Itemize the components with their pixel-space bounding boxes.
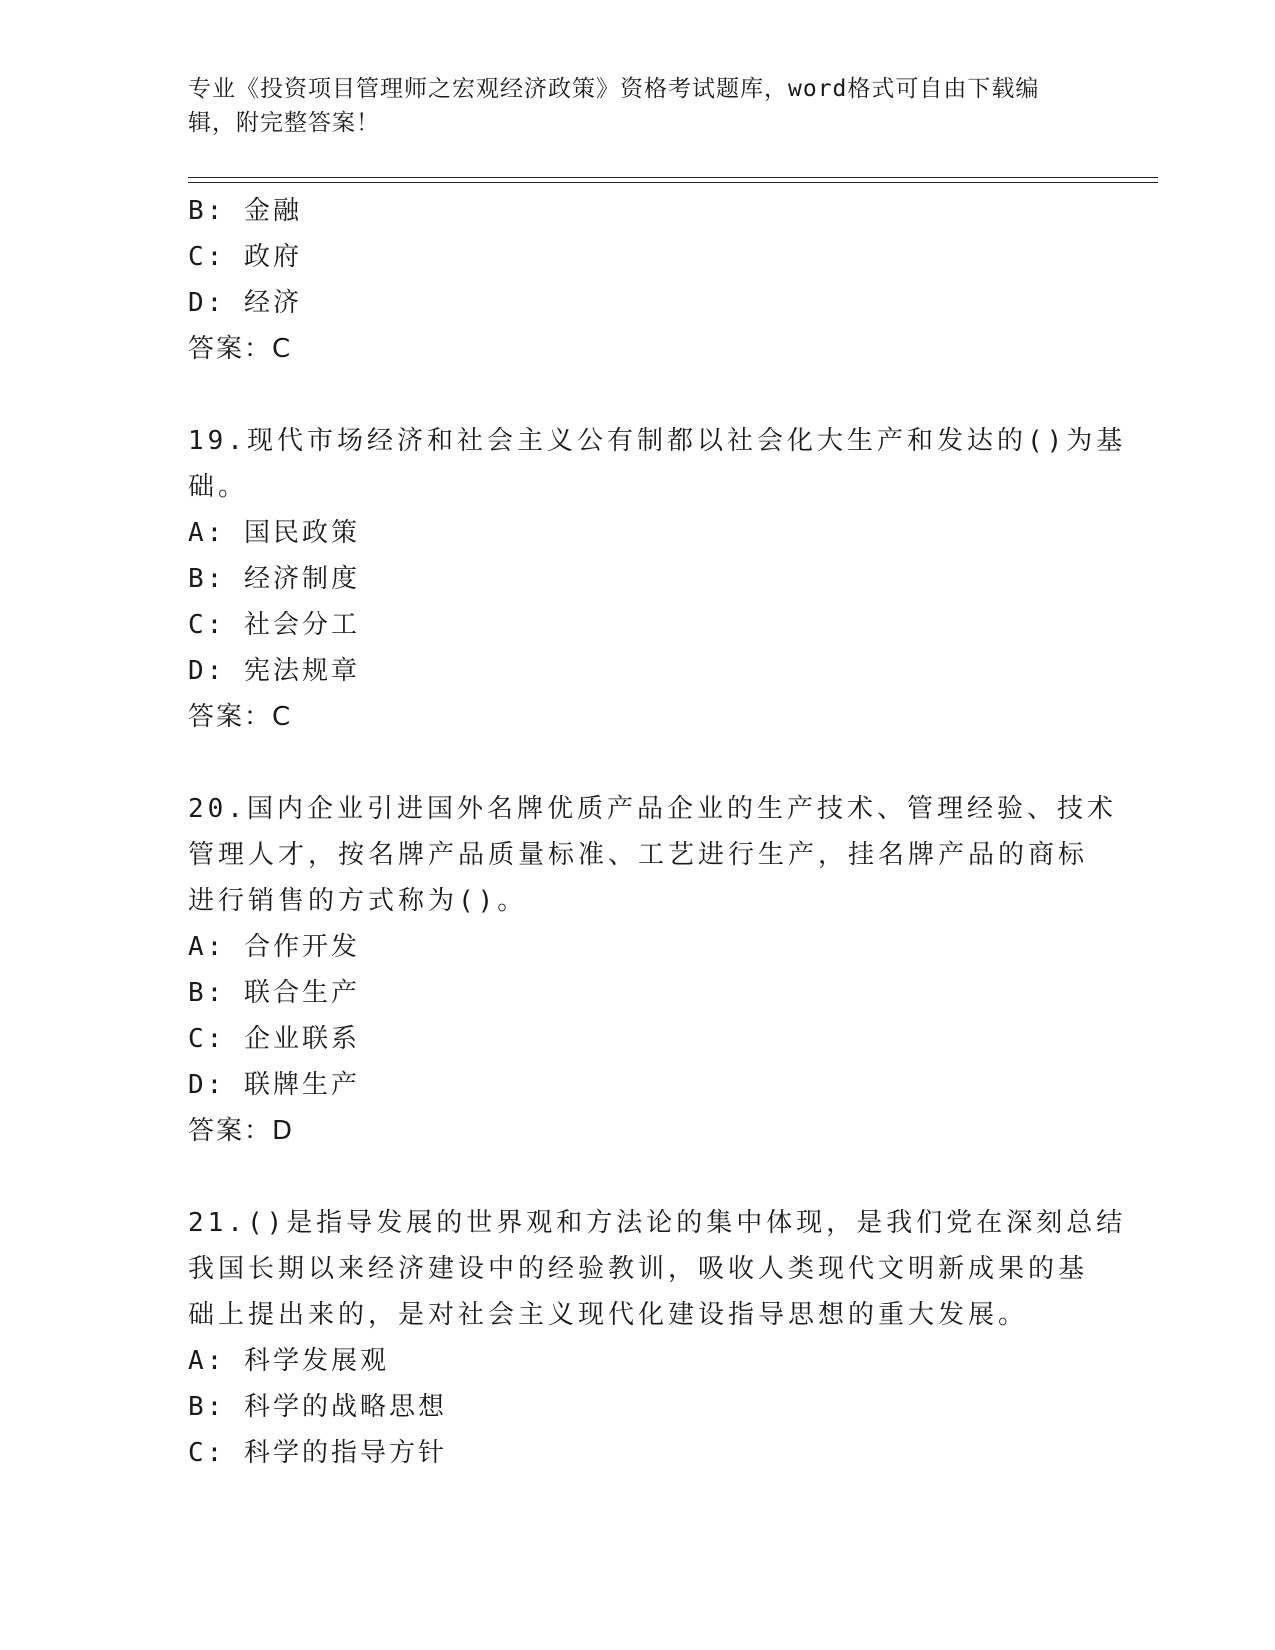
question-stem-line: 管理人才，按名牌产品质量标准、工艺进行生产，挂名牌产品的商标 [188,840,1089,870]
option-d: D: 经济 [188,288,302,318]
question-stem-line: 我国长期以来经济建设中的经验教训，吸收人类现代文明新成果的基 [188,1254,1089,1284]
option-b: B: 科学的战略思想 [188,1392,447,1422]
page-header [188,72,1088,140]
option-b: B: 经济制度 [188,564,360,594]
question-stem-line: 21.()是指导发展的世界观和方法论的集中体现，是我们党在深刻总结 [188,1208,1127,1238]
option-d: D: 联牌生产 [188,1070,360,1100]
question-19 [188,418,1127,740]
header-line-1: 专业《投资项目管理师之宏观经济政策》资格考试题库，word格式可自由下载编 [188,76,1040,102]
question-stem-line: 进行销售的方式称为()。 [188,886,528,916]
spacer [188,372,1088,418]
answer-line: 答案：D [188,1116,295,1146]
option-d: D: 宪法规章 [188,656,360,686]
option-b: B: 联合生产 [188,978,360,1008]
option-c: C: 政府 [188,242,302,272]
prev-question-block [188,188,1088,372]
option-a: A: 科学发展观 [188,1346,389,1376]
option-c: C: 科学的指导方针 [188,1438,447,1468]
question-content [188,188,1127,1476]
question-stem-line: 20.国内企业引进国外名牌优质产品企业的生产技术、管理经验、技术 [188,794,1117,824]
spacer [188,740,1088,786]
header-divider-top [188,177,1158,178]
question-20 [188,786,1117,1154]
spacer [188,1154,1088,1200]
option-c: C: 企业联系 [188,1024,360,1054]
option-a: A: 国民政策 [188,518,360,548]
question-stem-line: 础上提出来的，是对社会主义现代化建设指导思想的重大发展。 [188,1300,1029,1330]
answer-line: 答案：C [188,702,293,732]
question-21 [188,1200,1127,1476]
question-stem-line: 19.现代市场经济和社会主义公有制都以社会化大生产和发达的()为基 [188,426,1127,456]
option-a: A: 合作开发 [188,932,360,962]
question-stem-line: 础。 [188,472,249,502]
option-b: B: 金融 [188,196,302,226]
header-line-2: 辑，附完整答案！ [188,110,380,136]
header-divider-bottom [188,182,1158,183]
answer-line: 答案：C [188,334,293,364]
option-c: C: 社会分工 [188,610,360,640]
